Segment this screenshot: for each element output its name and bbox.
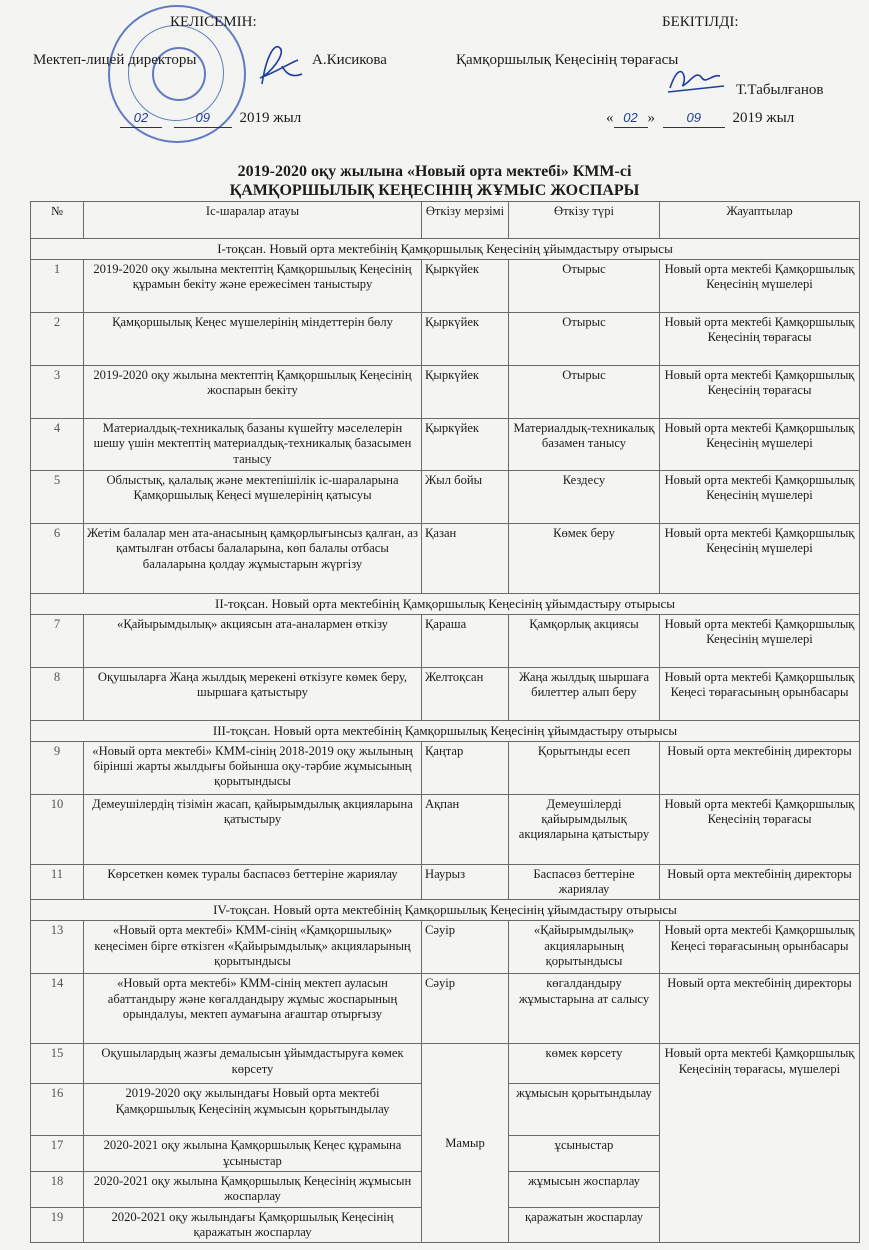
event-responsible: Новый орта мектебі Қамқоршылық Кеңесі төрағасының орынбасары <box>660 667 860 720</box>
document-title-line1: 2019-2020 оқу жылына «Новый орта мектебі» КММ-сі <box>237 163 632 180</box>
row-number: 7 <box>31 614 84 667</box>
quarter-title: ІІ-тоқсан. Новый орта мектебінің Қамқоршылық Кеңесінің ұйымдастыру отырысы <box>31 593 860 614</box>
quarter-title: ІІІ-тоқсан. Новый орта мектебінің Қамқоршылық Кеңесінің ұйымдастыру отырысы <box>31 720 860 741</box>
chair-signature-icon <box>664 62 736 98</box>
event-name: Демеушілердің тізімін жасап, қайырымдылық акцияларына қатыстыру <box>84 794 422 864</box>
approved-month: 09 <box>686 110 701 125</box>
event-time: Қазан <box>422 523 509 593</box>
row-number: 4 <box>31 418 84 470</box>
work-plan-table <box>30 201 860 1243</box>
event-name: «Новый орта мектебі» КММ-сінің 2018-2019 оқу жылының бірінші жарты жылдығы бойынша оқу-тәрбие жұмысының қорытындысы <box>84 741 422 794</box>
event-responsible: Новый орта мектебі Қамқоршылық Кеңесінің мүшелері <box>660 259 860 312</box>
agreed-month: 09 <box>195 110 210 125</box>
approved-date <box>606 110 794 128</box>
event-form: көмек көрсету <box>509 1044 660 1084</box>
table-row <box>31 418 860 470</box>
event-time: Қаңтар <box>422 741 509 794</box>
event-form: Кездесу <box>509 470 660 523</box>
approved-date-open: « <box>606 110 614 126</box>
event-time: Қыркүйек <box>422 312 509 365</box>
approved-day: 02 <box>623 110 638 125</box>
row-number: 1 <box>31 259 84 312</box>
row-number: 14 <box>31 974 84 1044</box>
event-time: Жыл бойы <box>422 470 509 523</box>
event-time: Қыркүйек <box>422 418 509 470</box>
event-form: жұмысын қорытындылау <box>509 1084 660 1136</box>
quarter-row-1 <box>31 239 860 260</box>
event-time: Желтоқсан <box>422 667 509 720</box>
event-name: 2020-2021 оқу жылындағы Қамқоршылық Кеңесінің қаражатын жоспарлау <box>84 1207 422 1243</box>
director-signature-icon <box>252 38 308 90</box>
column-header-form: Өткізу түрі <box>509 202 660 239</box>
event-name: Қамқоршылық Кеңес мүшелерінің міндеттерін бөлу <box>84 312 422 365</box>
director-title: Мектеп-лицей директоры <box>33 52 197 68</box>
row-number: 13 <box>31 921 84 974</box>
event-form: Отырыс <box>509 259 660 312</box>
quarter-row-2 <box>31 593 860 614</box>
event-responsible: Новый орта мектебінің директоры <box>660 741 860 794</box>
event-form: Жаңа жылдық шыршаға билеттер алып беру <box>509 667 660 720</box>
event-form: Қамқорлық акциясы <box>509 614 660 667</box>
event-form: Отырыс <box>509 365 660 418</box>
event-name: Облыстық, қалалық және мектепішілік іс-шараларына Қамқоршылық Кеңесі мүшелерінің қатысуы <box>84 470 422 523</box>
table-row <box>31 259 860 312</box>
row-number: 16 <box>31 1084 84 1136</box>
event-name: 2019-2020 оқу жылындағы Новый орта мектебі Қамқоршылық Кеңесінің жұмысын қорытындылау <box>84 1084 422 1136</box>
may-event-time: Мамыр <box>422 1044 509 1243</box>
event-time: Наурыз <box>422 864 509 900</box>
row-number: 3 <box>31 365 84 418</box>
event-time: Қыркүйек <box>422 365 509 418</box>
table-row <box>31 794 860 864</box>
event-name: Материалдық-техникалық базаны күшейту мәселелерін шешу үшін мектептің материалдық-техникалық базасымен танысу <box>84 418 422 470</box>
chair-title: Қамқоршылық Кеңесінің төрағасы <box>456 52 679 68</box>
column-header-responsible: Жауаптылар <box>660 202 860 239</box>
event-responsible: Новый орта мектебі Қамқоршылық Кеңесінің төрағасы <box>660 794 860 864</box>
event-form: жұмысын жоспарлау <box>509 1171 660 1207</box>
event-form: қаражатын жоспарлау <box>509 1207 660 1243</box>
event-form: Қорытынды есеп <box>509 741 660 794</box>
table-row <box>31 974 860 1044</box>
may-event-responsible: Новый орта мектебі Қамқоршылық Кеңесінің төрағасы, мүшелері <box>660 1044 860 1243</box>
event-form: Отырыс <box>509 312 660 365</box>
event-time: Ақпан <box>422 794 509 864</box>
event-responsible: Новый орта мектебі Қамқоршылық Кеңесінің төрағасы <box>660 365 860 418</box>
agreed-day: 02 <box>133 110 149 125</box>
event-form: ұсыныстар <box>509 1136 660 1172</box>
event-responsible: Новый орта мектебі Қамқоршылық Кеңесінің төрағасы <box>660 312 860 365</box>
event-name: 2019-2020 оқу жылына мектептің Қамқоршылық Кеңесінің жоспарын бекіту <box>84 365 422 418</box>
quarter-title: І-тоқсан. Новый орта мектебінің Қамқоршылық Кеңесінің ұйымдастыру отырысы <box>31 239 860 260</box>
row-number: 15 <box>31 1044 84 1084</box>
table-row <box>31 864 860 900</box>
event-name: 2020-2021 оқу жылына Қамқоршылық Кеңес құрамына ұсыныстар <box>84 1136 422 1172</box>
event-name: «Қайырымдылық» акциясын ата-аналармен өткізу <box>84 614 422 667</box>
event-name: Көрсеткен көмек туралы баспасөз беттеріне жариялау <box>84 864 422 900</box>
agreed-date <box>120 110 301 128</box>
event-form: «Қайырымдылық» акцияларының қорытындысы <box>509 921 660 974</box>
chair-name: Т.Табылғанов <box>736 82 824 98</box>
row-number: 5 <box>31 470 84 523</box>
table-header-row <box>31 202 860 239</box>
row-number: 11 <box>31 864 84 900</box>
event-name: Оқушылардың жазғы демалысын ұйымдастыруға көмек көрсету <box>84 1044 422 1084</box>
table-row <box>31 741 860 794</box>
column-header-time: Өткізу мерзімі <box>422 202 509 239</box>
event-responsible: Новый орта мектебі Қамқоршылық Кеңесі төрағасының орынбасары <box>660 921 860 974</box>
event-name: 2019-2020 оқу жылына мектептің Қамқоршылық Кеңесінің құрамын бекіту және ережесімен таныстыру <box>84 259 422 312</box>
event-form: Көмек беру <box>509 523 660 593</box>
quarter-row-4 <box>31 900 860 921</box>
event-name: Оқушыларға Жаңа жылдық мерекені өткізуге көмек беру, шыршаға қатыстыру <box>84 667 422 720</box>
row-number: 10 <box>31 794 84 864</box>
row-number: 18 <box>31 1171 84 1207</box>
event-responsible: Новый орта мектебі Қамқоршылық Кеңесінің мүшелері <box>660 418 860 470</box>
event-responsible: Новый орта мектебі Қамқоршылық Кеңесінің мүшелері <box>660 614 860 667</box>
table-row <box>31 365 860 418</box>
event-name: «Новый орта мектебі» КММ-сінің «Қамқоршылық» кеңесімен бірге өткізген «Қайырымдылық» акцияларының қорытындысы <box>84 921 422 974</box>
event-responsible: Новый орта мектебінің директоры <box>660 974 860 1044</box>
row-number: 17 <box>31 1136 84 1172</box>
event-form: Баспасөз беттеріне жариялау <box>509 864 660 900</box>
row-number: 2 <box>31 312 84 365</box>
row-number: 6 <box>31 523 84 593</box>
table-row <box>31 667 860 720</box>
event-name: «Новый орта мектебі» КММ-сінің мектеп ауласын абаттандыру және көгалдандыру жұмыс жоспарының орындалуы, мектеп аумағына ағаштар отырғызу <box>84 974 422 1044</box>
event-name: 2020-2021 оқу жылына Қамқоршылық Кеңесінің жұмысын жоспарлау <box>84 1171 422 1207</box>
event-time: Сәуір <box>422 921 509 974</box>
table-row <box>31 470 860 523</box>
agreed-label: КЕЛІСЕМІН: <box>170 14 257 30</box>
event-responsible: Новый орта мектебінің директоры <box>660 864 860 900</box>
event-responsible: Новый орта мектебі Қамқоршылық Кеңесінің мүшелері <box>660 470 860 523</box>
director-name: А.Кисикова <box>312 52 387 68</box>
event-responsible: Новый орта мектебі Қамқоршылық Кеңесінің мүшелері <box>660 523 860 593</box>
column-header-name: Іс-шаралар атауы <box>84 202 422 239</box>
column-header-no: № <box>31 202 84 239</box>
agreed-year: 2019 жыл <box>239 110 302 126</box>
row-number: 8 <box>31 667 84 720</box>
table-row <box>31 921 860 974</box>
quarter-row-3 <box>31 720 860 741</box>
event-time: Қараша <box>422 614 509 667</box>
row-number: 19 <box>31 1207 84 1243</box>
table-row <box>31 523 860 593</box>
event-time: Қыркүйек <box>422 259 509 312</box>
document-title-line2: ҚАМҚОРШЫЛЫҚ КЕҢЕСІНІҢ ЖҰМЫС ЖОСПАРЫ <box>229 182 640 199</box>
table-row <box>31 312 860 365</box>
event-form: Материалдық-техникалық базамен танысу <box>509 418 660 470</box>
row-number: 9 <box>31 741 84 794</box>
approved-date-close: » <box>647 110 655 126</box>
table-row <box>31 614 860 667</box>
approved-year: 2019 жыл <box>732 110 795 126</box>
event-name: Жетім балалар мен ата-анасының қамқорлығынсыз қалған, аз қамтылған отбасы балаларына, көп балалы отбасы балаларына қолдау жұмыстарын жүргізу <box>84 523 422 593</box>
approved-label: БЕКІТІЛДІ: <box>662 14 739 30</box>
event-form: көгалдандыру жұмыстарына ат салысу <box>509 974 660 1044</box>
quarter-title: ІV-тоқсан. Новый орта мектебінің Қамқоршылық Кеңесінің ұйымдастыру отырысы <box>31 900 860 921</box>
table-row <box>31 1044 860 1084</box>
event-time: Сәуір <box>422 974 509 1044</box>
event-form: Демеушілерді қайырымдылық акцияларына қатыстыру <box>509 794 660 864</box>
